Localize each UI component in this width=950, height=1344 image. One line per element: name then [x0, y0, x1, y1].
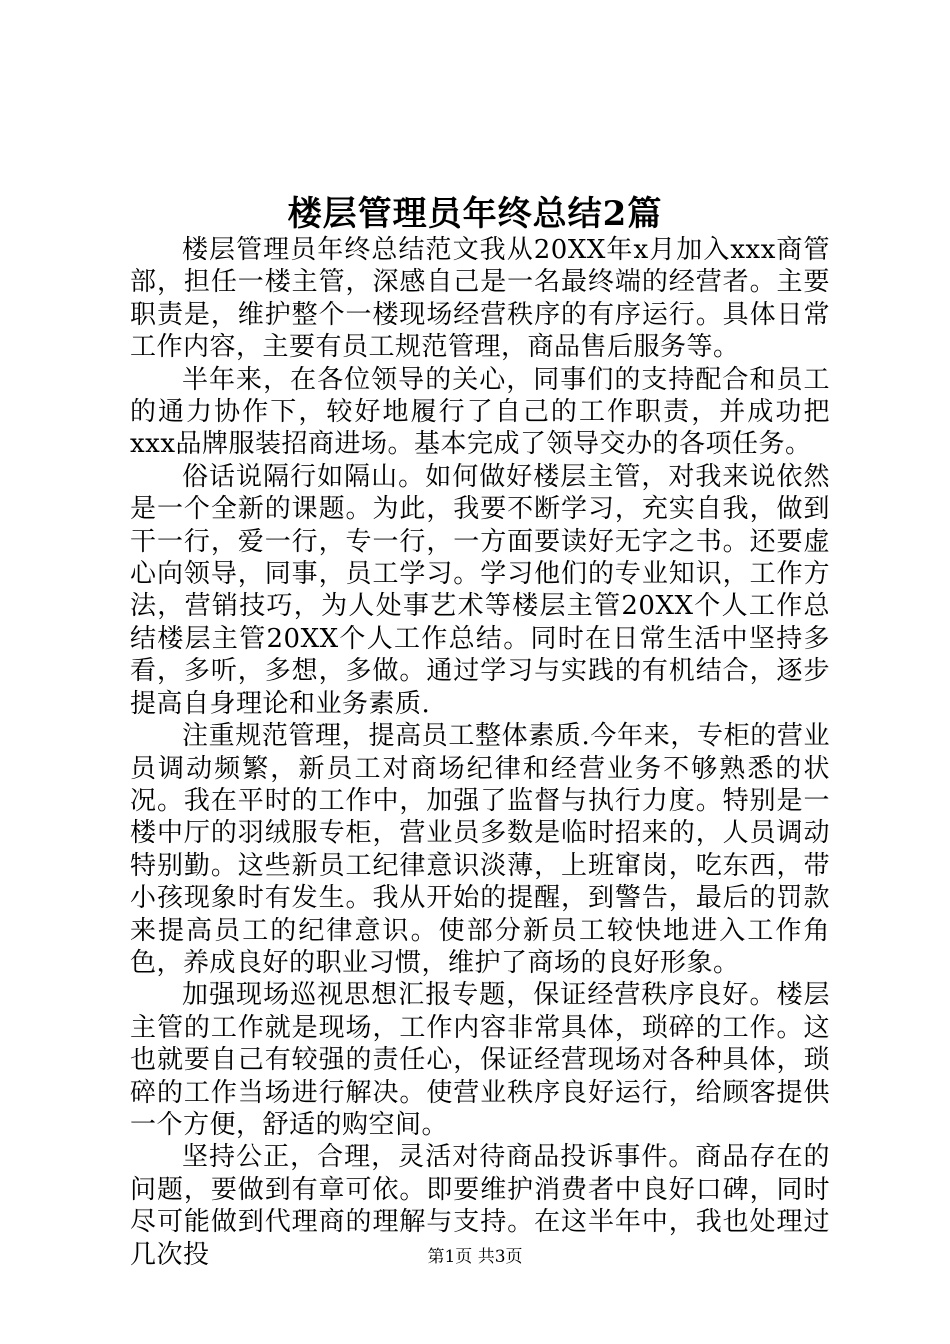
page-footer: 第1页 共3页: [427, 1247, 523, 1267]
paragraph-1: 楼层管理员年终总结范文我从20XX年x月加入xxx商管部，担任一楼主管，深感自己是一名最终端的经营者。主要职责是，维护整个一楼现场经营秩序的有序运行。具体日常工作内容，主要有员工规范管理，商品售后服务等。: [130, 235, 830, 363]
paragraph-2: 半年来，在各位领导的关心，同事们的支持配合和员工的通力协作下，较好地履行了自己的工作职责，并成功把xxx品牌服装招商进场。基本完成了领导交办的各项任务。: [130, 364, 830, 460]
paragraph-6: 坚持公正，合理，灵活对待商品投诉事件。商品存在的问题，要做到有章可依。即要维护消费者中良好口碑，同时尽可能做到代理商的理解与支持。在这半年中，我也处理过几次投: [130, 1142, 830, 1270]
document-body: [130, 234, 830, 1271]
document-title: 楼层管理员年终总结2篇: [287, 194, 663, 234]
paragraph-3: 俗话说隔行如隔山。如何做好楼层主管，对我来说依然是一个全新的课题。为此，我要不断学习，充实自我，做到干一行，爱一行，专一行，一方面要读好无字之书。还要虚心向领导，同事，员工学习。学习他们的专业知识，工作方法，营销技巧，为人处事艺术等楼层主管20XX个人工作总结楼层主管20XX个人工作总结。同时在日常生活中坚持多看，多听，多想，多做。通过学习与实践的有机结合，逐步提高自身理论和业务素质.: [130, 461, 830, 719]
paragraph-5: 加强现场巡视思想汇报专题，保证经营秩序良好。楼层主管的工作就是现场，工作内容非常具体，琐碎的工作。这也就要自己有较强的责任心，保证经营现场对各种具体，琐碎的工作当场进行解决。使营业秩序良好运行，给顾客提供一个方便，舒适的购空间。: [130, 980, 830, 1140]
paragraph-4: 注重规范管理，提高员工整体素质.今年来，专柜的营业员调动频繁，新员工对商场纪律和经营业务不够熟悉的状况。我在平时的工作中，加强了监督与执行力度。特别是一楼中厅的羽绒服专柜，营业员多数是临时招来的，人员调动特别勤。这些新员工纪律意识淡薄，上班窜岗，吃东西，带小孩现象时有发生。我从开始的提醒，到警告，最后的罚款来提高员工的纪律意识。使部分新员工较快地进入工作角色，养成良好的职业习惯，维护了商场的良好形象。: [130, 721, 830, 978]
